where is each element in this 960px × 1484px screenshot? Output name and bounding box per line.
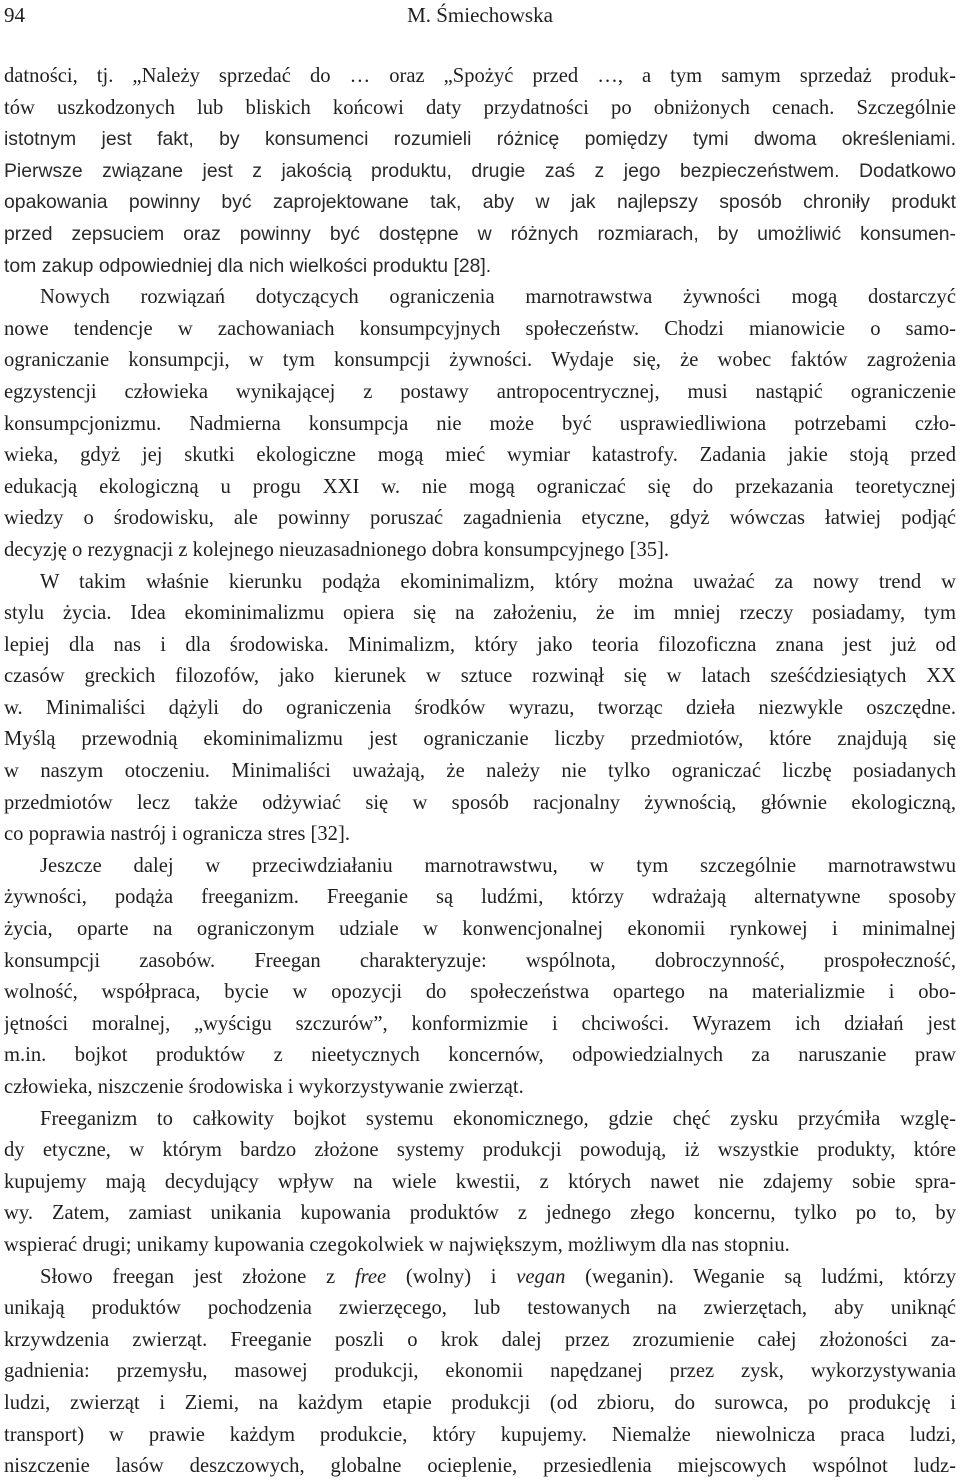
text-line: konsumpcji zasobów. Freegan charakteryzuje: wspólnota, dobroczynność, prospołeczność,	[4, 949, 956, 972]
text-line: datności, tj. „Należy sprzedać do … oraz „Spożyć przed …, a tym samym sprzedaż produk-	[4, 65, 956, 87]
text-line: edukacją ekologiczną u progu XXI w. nie mogą ograniczać się do przekazania teoretycznej	[4, 475, 956, 498]
text-line: Nowych rozwiązań dotyczących ograniczenia marnotrawstwa żywności mogą dostarczyć	[40, 286, 956, 309]
text-line: decyzję o rezygnacji z kolejnego nieuzasadnionego dobra konsumpcyjnego [35].	[4, 538, 670, 561]
text-line: życia, oparte na ograniczonym udziale w konwencjonalnej ekonomii rynkowej i minimalnej	[4, 918, 956, 941]
italic-term-vegan: vegan	[516, 1265, 566, 1288]
text-line: Myślą przewodnią ekominimalizmu jest ograniczanie liczby przedmiotów, które znajdują się	[4, 728, 956, 751]
text-line: konsumpcjonizmu. Nadmierna konsumpcja nie może być usprawiedliwiona potrzebami czło-	[4, 412, 956, 435]
text-line: kupujemy mają decydujący wpływ na wiele kwestii, z których nawet nie zdajemy sobie spra-	[4, 1170, 956, 1193]
text-line: wy. Zatem, zamiast unikania kupowania produktów z jednego złego koncernu, tylko po to, by	[4, 1202, 956, 1225]
text-line: Pierwsze związane jest z jakością produktu, drugie zaś z jego bezpieczeństwem. Dodatkowo	[4, 159, 956, 182]
text-line: ludzi, zwierząt i Ziemi, na każdym etapie produkcji (od zbioru, do surowca, po produkcję i	[4, 1391, 956, 1414]
text-line: gadnienia: przemysłu, masowej produkcji, ekonomii napędzanej przez zysk, wykorzystywania	[4, 1360, 956, 1383]
text-line: przed zepsuciem oraz powinny być dostępne w różnych rozmiarach, by umożliwić konsumen-	[4, 222, 956, 245]
text-line: wspierać drugi; unikamy kupowania czegokolwiek w największym, możliwym dla nas stopniu.	[4, 1233, 790, 1256]
text-line: Jeszcze dalej w przeciwdziałaniu marnotrawstwu, w tym szczególnie marnotrawstwu	[40, 854, 956, 877]
text-line: żywności, podąża freeganizm. Freeganie są ludźmi, którzy wdrażają alternatywne sposoby	[4, 886, 956, 909]
text-line: jętności moralnej, „wyścigu szczurów”, konformizmie i chciwości. Wyrazem ich działań jest	[4, 1012, 956, 1035]
text-line: w. Minimaliści dążyli do ograniczenia środków wyrazu, tworząc dzieła niezwykle oszczędne.	[4, 696, 956, 719]
running-head-author: M. Śmiechowska	[407, 3, 553, 27]
text-run: Słowo freegan jest złożone z	[40, 1265, 355, 1288]
text-line: co poprawia nastrój i ogranicza stres [32].	[4, 823, 350, 846]
text-line: nowe tendencje w zachowaniach konsumpcyjnych społeczeństw. Chodzi mianowicie o samo-	[4, 317, 956, 340]
text-line: ograniczanie konsumpcji, w tym konsumpcji żywności. Wydaje się, że wobec faktów zagrożenia	[4, 349, 956, 372]
text-line: krzywdzenia zwierząt. Freeganie poszli o krok dalej przez zrozumienie całej złożoności za-	[4, 1328, 956, 1351]
text-line: niszczenie lasów deszczowych, globalne ocieplenie, przesiedlenia miejscowych wspólnot ludz-	[4, 1455, 956, 1478]
text-line	[4, 1262, 956, 1294]
text-line: transport) w prawie każdym produkcie, który kupujemy. Niemalże niewolnicza praca ludzi,	[4, 1423, 956, 1446]
text-line: stylu życia. Idea ekominimalizmu opiera się na założeniu, że im mniej rzeczy posiadamy, tym	[4, 602, 956, 625]
text-run: (wolny) i	[386, 1265, 517, 1288]
text-line: opakowania powinny być zaprojektowane tak, aby w jak najlepszy sposób chroniły produkt	[4, 191, 956, 214]
text-line: wieka, gdyż jej skutki ekologiczne mogą mieć wymiar katastrofy. Zadania jakie stoją przed	[4, 444, 956, 467]
text-line: przedmiotów lecz także odżywiać się w sposób racjonalny żywnością, głównie ekologiczną,	[4, 791, 956, 814]
text-line: tom zakup odpowiedniej dla nich wielkości produktu [28].	[4, 254, 492, 277]
body-text	[4, 61, 956, 1483]
text-line: wolność, współpraca, bycie w opozycji do społeczeństwa opartego na materializmie i obo-	[4, 981, 956, 1004]
page-number: 94	[4, 3, 25, 27]
italic-term-free: free	[354, 1265, 387, 1288]
text-line: W takim właśnie kierunku podąża ekominimalizm, który można uważać za nowy trend w	[40, 570, 956, 593]
text-line: czasów greckich filozofów, jako kierunek w sztuce rozwinął się w latach sześćdziesiątych XX	[4, 665, 956, 688]
text-run: (weganin). Weganie są ludźmi, którzy	[565, 1265, 956, 1288]
text-line: wiedzy o środowisku, ale powinny poruszać zagadnienia etyczne, gdyż wówczas łatwiej podjąć	[4, 507, 956, 530]
text-line: egzystencji człowieka wynikającej z postawy antropocentrycznej, musi nastąpić ograniczenie	[4, 380, 956, 403]
text-line: dy etyczne, w którym bardzo złożone systemy produkcji powodują, iż wszystkie produkty, które	[4, 1139, 956, 1162]
text-line: tów uszkodzonych lub bliskich końcowi daty przydatności po obniżonych cenach. Szczególnie	[4, 96, 956, 119]
running-header	[4, 2, 956, 28]
text-line: Freeganizm to całkowity bojkot systemu ekonomicznego, gdzie chęć zysku przyćmiła wzglę-	[40, 1107, 956, 1130]
text-line: człowieka, niszczenie środowiska i wykorzystywanie zwierząt.	[4, 1076, 524, 1098]
text-line: w naszym otoczeniu. Minimaliści uważają, że należy nie tylko ograniczać liczbę posiadanych	[4, 760, 956, 783]
text-line: lepiej dla nas i dla środowiska. Minimalizm, który jako teoria filozoficzna znana jest już od	[4, 633, 956, 656]
text-line: unikają produktów pochodzenia zwierzęcego, lub testowanych na zwierzętach, aby uniknąć	[4, 1297, 956, 1320]
text-line: m.in. bojkot produktów z nieetycznych koncernów, odpowiedzialnych za naruszanie praw	[4, 1044, 956, 1067]
text-line: istotnym jest fakt, by konsumenci rozumieli różnicę pomiędzy tymi dwoma określeniami.	[4, 128, 956, 151]
